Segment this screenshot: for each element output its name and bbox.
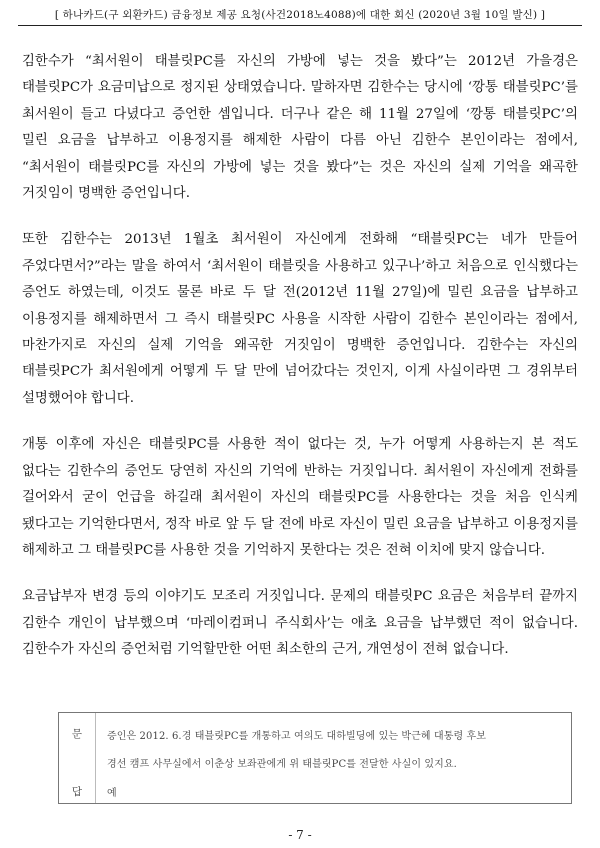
answer-label: 답: [71, 786, 83, 798]
page-header: [ 하나카드(구 외환카드) 금융정보 제공 요청(사건2018노4088)에 대한 회신 (2020년 3월 10일 발신) ]: [54, 9, 546, 21]
document-body: [22, 49, 578, 684]
page-number: - 7 -: [288, 828, 312, 842]
testimony-excerpt-box: [58, 712, 572, 804]
header-divider: [18, 25, 582, 26]
excerpt-label-column: [59, 713, 96, 803]
question-text-line-1: 증인은 2012. 6.경 태블릿PC를 개통하고 여의도 대하빌딩에 있는 박근혜 대통령 후보: [107, 731, 487, 742]
paragraph-3: 개통 이후에 자신은 태블릿PC를 사용한 적이 없다는 것, 누가 어떻게 사용하는지 본 적도 없다는 김한수의 증언도 당연히 자신의 기억에 반하는 거짓입니다. 최서원이 자신에게 전화를 걸어와서 굳이 언급을 하길래 최서원이 자신의 태블릿PC를 사용한다는 것을 처음 인식케 됐다고는 기억한다면서, 정작 바로 앞 두 달 전에 바로 자신이 밀린 요금을 납부하고 이용정지를 해제하고 그 태블릿PC를 사용한 것을 기억하지 못한다는 것은 전혀 이치에 맞지 않습니다.: [22, 437, 578, 558]
question-label: 문: [71, 728, 83, 740]
question-text-line-2: 경선 캠프 사무실에서 이춘상 보좌관에게 위 태블릿PC를 전달한 사실이 있지요.: [107, 759, 457, 770]
paragraph-2: 또한 김한수는 2013년 1월초 최서원이 자신에게 전화해 “태블릿PC는 네가 만들어 주었다면서?”라는 말을 하여서 ‘최서원이 태블릿을 사용하고 있구나’하고 처음으로 인식했다는 증언도 하였는데, 이것도 물론 바로 두 달 전(2012년 11월 27일)에 밀린 요금을 납부하고 이용정지를 해제하면서 그 즉시 태블릿PC 사용을 시작한 사람이 김한수 본인이라는 점에서, 마찬가지로 자신의 실제 기억을 왜곡한 거짓임이 명백한 증언입니다. 김한수는 자신의 태블릿PC가 최서원에게 어떻게 두 달 만에 넘어갔다는 것인지, 이게 사실이라면 그 경위부터 설명했어야 합니다.: [22, 232, 578, 406]
paragraph-4: 요금납부자 변경 등의 이야기도 모조리 거짓입니다. 문제의 태블릿PC 요금은 처음부터 끝까지 김한수 개인이 납부했으며 ‘마레이컴퍼니 주식회사’는 애초 요금을 납부했던 적이 없습니다. 김한수가 자신의 증언처럼 기억할만한 어떤 최소한의 근거, 개연성이 전혀 없습니다.: [22, 589, 578, 658]
answer-text: 예: [107, 788, 117, 799]
paragraph-1: 김한수가 “최서원이 태블릿PC를 자신의 가방에 넣는 것을 봤다”는 2012년 가을경은 태블릿PC가 요금미납으로 정지된 상태였습니다. 말하자면 김한수는 당시에 ‘깡통 태블릿PC’를 최서원이 들고 다녔다고 증언한 셈입니다. 더구나 같은 해 11월 27일에 ‘깡통 태블릿PC’의 밀린 요금을 납부하고 이용정지를 해제한 사람이 다름 아닌 김한수 본인이라는 점에서, “최서원이 태블릿PC를 자신의 가방에 넣는 것을 봤다”는 것은 자신의 실제 기억을 왜곡한 거짓임이 명백한 증언입니다.: [22, 54, 578, 202]
